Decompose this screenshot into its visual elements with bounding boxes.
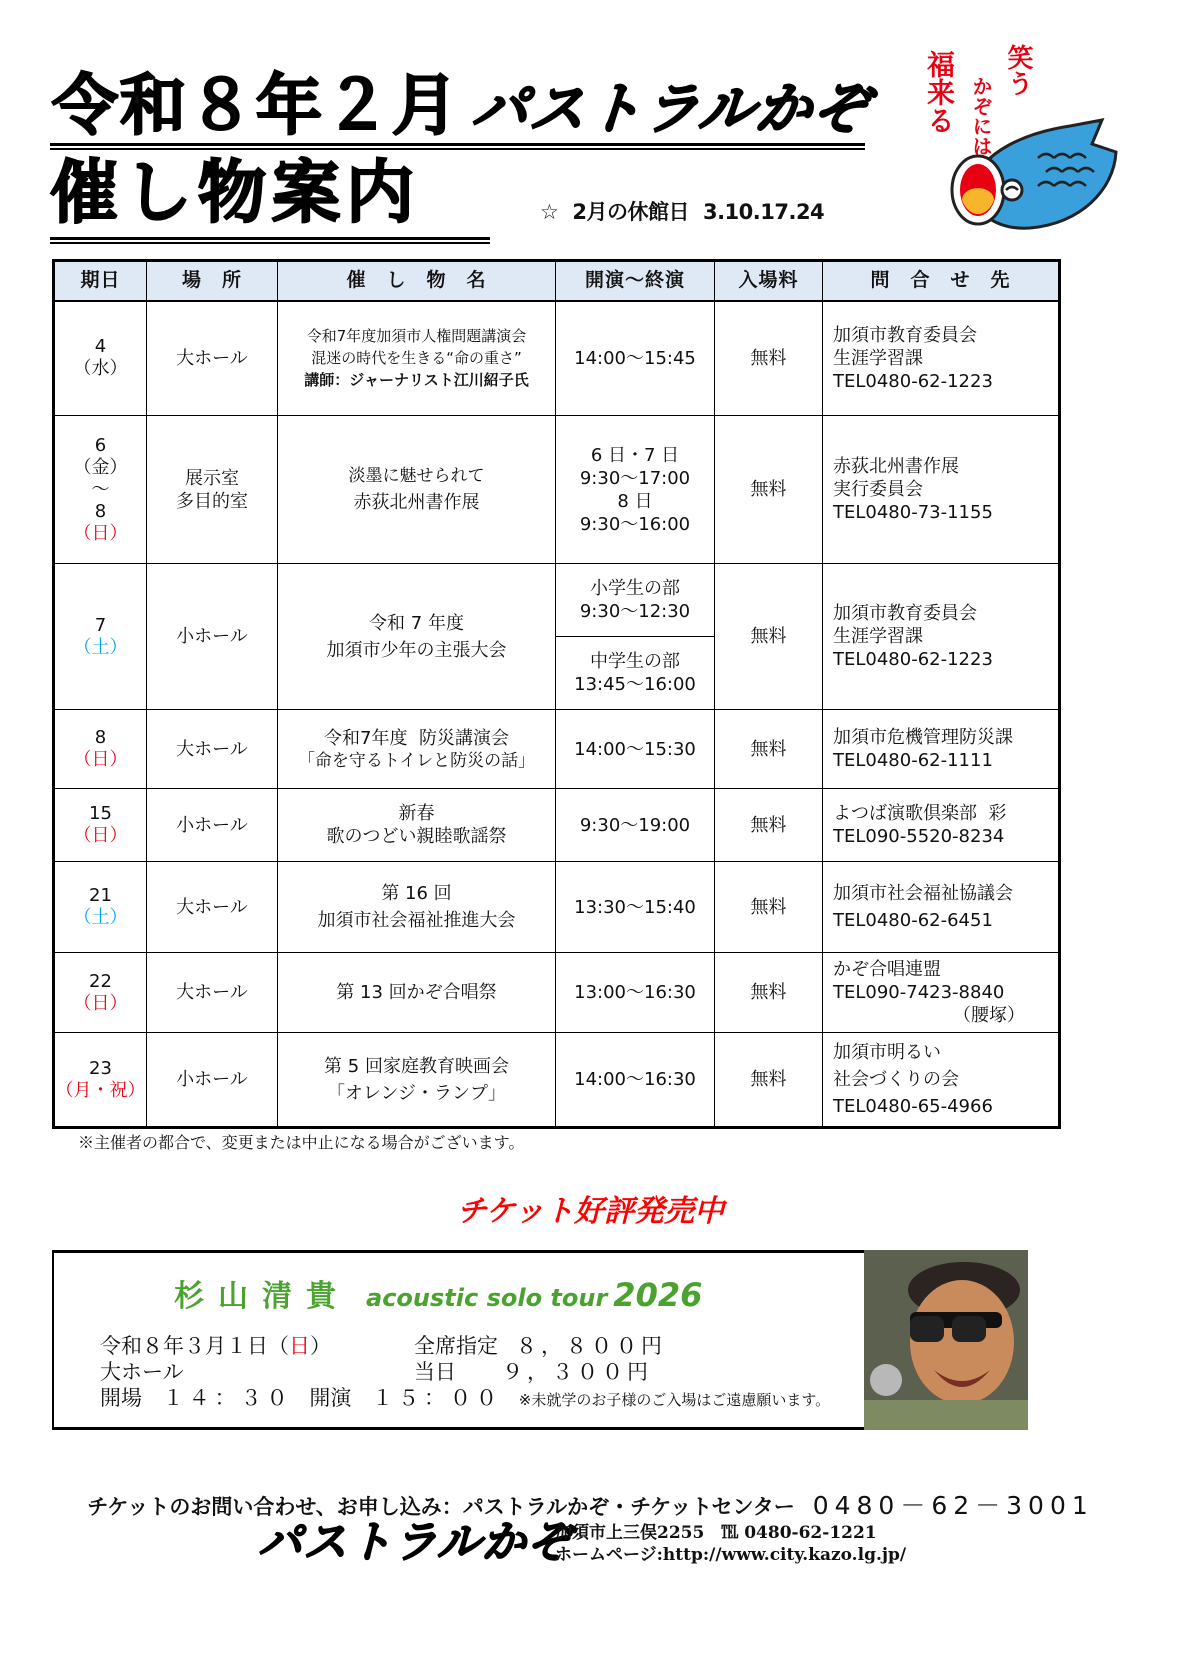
star-icon: ☆: [540, 200, 559, 224]
mascot-text-kazoniha: かぞには: [969, 76, 993, 156]
event-fee: 無料: [715, 301, 823, 416]
event-fee: 無料: [715, 416, 823, 564]
event-contact: 加須市明るい 社会づくりの会 TEL0480-65-4966: [823, 1033, 1060, 1128]
ticket-center-phone[interactable]: 0480－62－3001: [812, 1491, 1094, 1520]
col-header-contact: 問 合 せ 先: [823, 261, 1060, 301]
event-name: 第 13 回かぞ合唱祭: [278, 953, 556, 1033]
table-row: [54, 416, 1060, 564]
time-slot-elementary: 小学生の部 9:30～12:30: [579, 578, 691, 622]
event-date: 15 （日）: [54, 789, 147, 862]
event-fee: 無料: [715, 953, 823, 1033]
closed-days-dates: 3.10.17.24: [702, 200, 825, 224]
table-row: [54, 862, 1060, 953]
tickets-on-sale-banner: チケット好評発売中: [456, 1194, 725, 1229]
event-date: 6 （金） ～ 8 （日）: [54, 416, 147, 564]
event-date: 4 （水）: [54, 301, 147, 416]
price-door: 当日 ９，３００円: [414, 1360, 652, 1384]
event-time: 14:00～15:30: [556, 710, 715, 789]
title-underline: [50, 143, 865, 150]
event-fee: 無料: [715, 1033, 823, 1128]
event-fee: 無料: [715, 564, 823, 710]
event-place: 大ホール: [147, 862, 278, 953]
artist-name: 杉山清貴: [174, 1279, 350, 1314]
concert-time-row: 開場 １４：３０ 開演 １５：００ ※未就学のお子様のご入場はご遠慮願います。: [100, 1386, 831, 1410]
event-place: 展示室 多目的室: [147, 416, 278, 564]
event-time: 14:00～15:45: [556, 301, 715, 416]
tour-name: acoustic solo tour: [366, 1284, 608, 1312]
col-header-fee: 入場料: [715, 261, 823, 301]
event-date: 21 （土）: [54, 862, 147, 953]
event-date: 7 （土）: [54, 564, 147, 710]
price-reserved: 全席指定 ８，８００円: [414, 1334, 666, 1358]
table-row: [54, 301, 1060, 416]
venue-address: 加須市上三俣2255 ℡ 0480-62-1221: [555, 1523, 877, 1543]
mascot-text-warau: 笑う: [1003, 44, 1033, 96]
event-place: 小ホール: [147, 564, 278, 710]
event-time: 14:00～16:30: [556, 1033, 715, 1128]
event-fee: 無料: [715, 710, 823, 789]
title-venue: パストラルかぞ: [469, 77, 872, 142]
event-name: 令和 7 年度 加須市少年の主張大会: [278, 564, 556, 710]
event-contact: 赤荻北州書作展 実行委員会 TEL0480-73-1155: [823, 416, 1060, 564]
venue-homepage-link[interactable]: ホームページ:http://www.city.kazo.lg.jp/: [555, 1545, 907, 1565]
event-time: [556, 564, 715, 710]
event-time: 13:00～16:30: [556, 953, 715, 1033]
event-name: 淡墨に魅せられて 赤荻北州書作展: [278, 416, 556, 564]
venue-logo: パストラルかぞ: [258, 1517, 572, 1568]
table-header-row: [54, 261, 1060, 301]
events-table: [52, 259, 1061, 1129]
mascot-text-fukukuru: 福来る: [923, 50, 956, 134]
event-name: 令和7年度加須市人権問題講演会 混迷の時代を生きる“命の重さ” 講師：ジャーナリスト江川紹子氏: [278, 301, 556, 416]
tour-year: 2026: [613, 1276, 703, 1314]
venue-address-block: [555, 1522, 906, 1566]
event-place: 小ホール: [147, 789, 278, 862]
event-contact: よつば演歌倶楽部 彩 TEL090-5520-8234: [823, 789, 1060, 862]
page-title: [52, 62, 872, 144]
concert-hall-row: 大ホール 当日 ９，３００円: [100, 1360, 652, 1384]
schedule-change-note: ※主催者の都合で、変更または中止になる場合がございます。: [78, 1133, 525, 1152]
event-place: 大ホール: [147, 710, 278, 789]
event-name: 第 16 回 加須市社会福祉推進大会: [278, 862, 556, 953]
event-fee: 無料: [715, 789, 823, 862]
event-place: 小ホール: [147, 1033, 278, 1128]
child-admission-note: ※未就学のお子様のご入場はご遠慮願います。: [518, 1391, 831, 1409]
col-header-time: 開演～終演: [556, 261, 715, 301]
concert-title: [174, 1271, 702, 1315]
event-time: 9:30～19:00: [556, 789, 715, 862]
event-place: 大ホール: [147, 953, 278, 1033]
event-date: 8 （日）: [54, 710, 147, 789]
event-contact: 加須市教育委員会 生涯学習課 TEL0480-62-1223: [823, 564, 1060, 710]
event-name: 令和7年度 防災講演会 「命を守るトイレと防災の話」: [278, 710, 556, 789]
concert-date-row: 令和８年３月１日（日） 全席指定 ８，８００円: [100, 1334, 666, 1358]
event-date: 23 （月・祝）: [54, 1033, 147, 1128]
event-place: 大ホール: [147, 301, 278, 416]
page-subtitle: 催し物案内: [50, 154, 421, 233]
closed-days-label: 2月の休館日: [572, 200, 689, 224]
table-row: [54, 564, 1060, 710]
table-row: [54, 710, 1060, 789]
table-row: [54, 953, 1060, 1033]
koinobori-mascot-logo: [920, 40, 1120, 240]
artist-photo: [864, 1250, 1028, 1430]
subtitle-underline: [50, 237, 490, 244]
event-contact: 加須市危機管理防災課 TEL0480-62-1111: [823, 710, 1060, 789]
event-fee: 無料: [715, 862, 823, 953]
event-name: 第 5 回家庭教育映画会 「オレンジ・ランプ」: [278, 1033, 556, 1128]
event-contact: 加須市教育委員会 生涯学習課 TEL0480-62-1223: [823, 301, 1060, 416]
event-contact: 加須市社会福祉協議会 TEL0480-62-6451: [823, 862, 1060, 953]
event-time: 13:30～15:40: [556, 862, 715, 953]
ticket-inquiry-line: チケットのお問い合わせ、お申し込み：パストラルかぞ・チケットセンター 0480－62－3001: [87, 1491, 1094, 1520]
col-header-date: 期日: [54, 261, 147, 301]
event-time: 6 日・7 日 9:30～17:00 8 日 9:30～16:00: [556, 416, 715, 564]
event-contact: かぞ合唱連盟 TEL090-7423-8840 （腰塚）: [823, 953, 1060, 1033]
table-row: [54, 1033, 1060, 1128]
time-slot-junior-high: 中学生の部 13:45～16:00: [556, 636, 714, 709]
col-header-event: 催 し 物 名: [278, 261, 556, 301]
title-date: 令和８年２月: [52, 67, 460, 144]
closed-days: [540, 196, 824, 226]
event-name: 新春 歌のつどい親睦歌謡祭: [278, 789, 556, 862]
table-row: [54, 789, 1060, 862]
event-weekday: （水）: [73, 358, 128, 380]
event-date: 22 （日）: [54, 953, 147, 1033]
col-header-place: 場 所: [147, 261, 278, 301]
